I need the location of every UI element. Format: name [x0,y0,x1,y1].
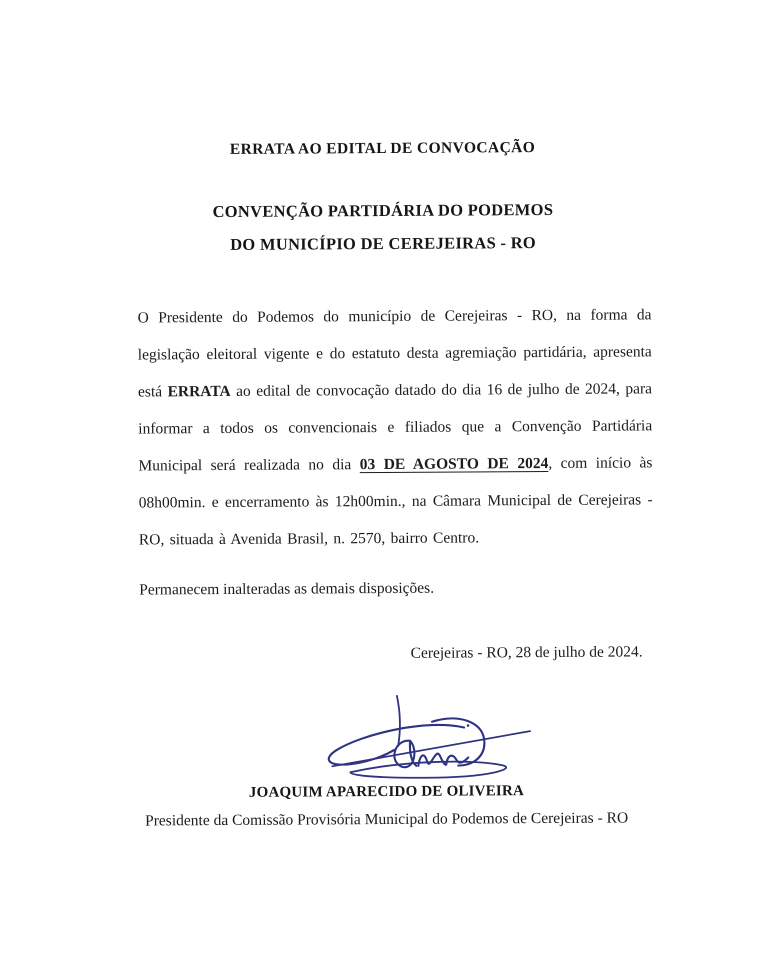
handwritten-signature-icon [306,691,537,784]
document-title: ERRATA AO EDITAL DE CONVOCAÇÃO [229,139,536,158]
signatory-role: Presidente da Comissão Provisória Municipal do Podemos de Cerejeiras - RO [145,809,629,830]
signature-stroke-svg [306,691,537,784]
body-segment-1: O Presidente do Podemos do município de Cerejeiras - RO, na forma da legislação eleitoral vigente e do estatuto desta agremiação partidária, apresenta está [137,306,652,401]
document-subtitle [0,192,767,263]
convention-date-emphasis: 03 DE AGOSTO DE 2024 [359,454,549,474]
body-segment-3: , com início às 08h00min. e encerramento às 12h00min., na Câmara Municipal de Cerejeiras - RO, situada à Avenida Brasil, n. 2570, bairro Centro. [138,454,653,549]
body-paragraph [137,296,653,558]
signatory-name: JOAQUIM APARECIDO DE OLIVEIRA [248,783,525,801]
subtitle-line-2: DO MUNICÍPIO DE CEREJEIRAS - RO [230,233,537,254]
body-segment-2: ao edital de convocação datado do dia 16 de julho de 2024, para informar a todos os convencionais e filiados que a Convenção Partidária Municipal será realizada no dia [138,380,653,475]
unchanged-provisions-note: Permanecem inalteradas as demais disposições. [139,579,435,599]
subtitle-line-1: CONVENÇÃO PARTIDÁRIA DO PODEMOS [212,199,554,222]
place-and-date-line: Cerejeiras - RO, 28 de julho de 2024. [410,643,643,662]
errata-emphasis: ERRATA [167,382,231,401]
